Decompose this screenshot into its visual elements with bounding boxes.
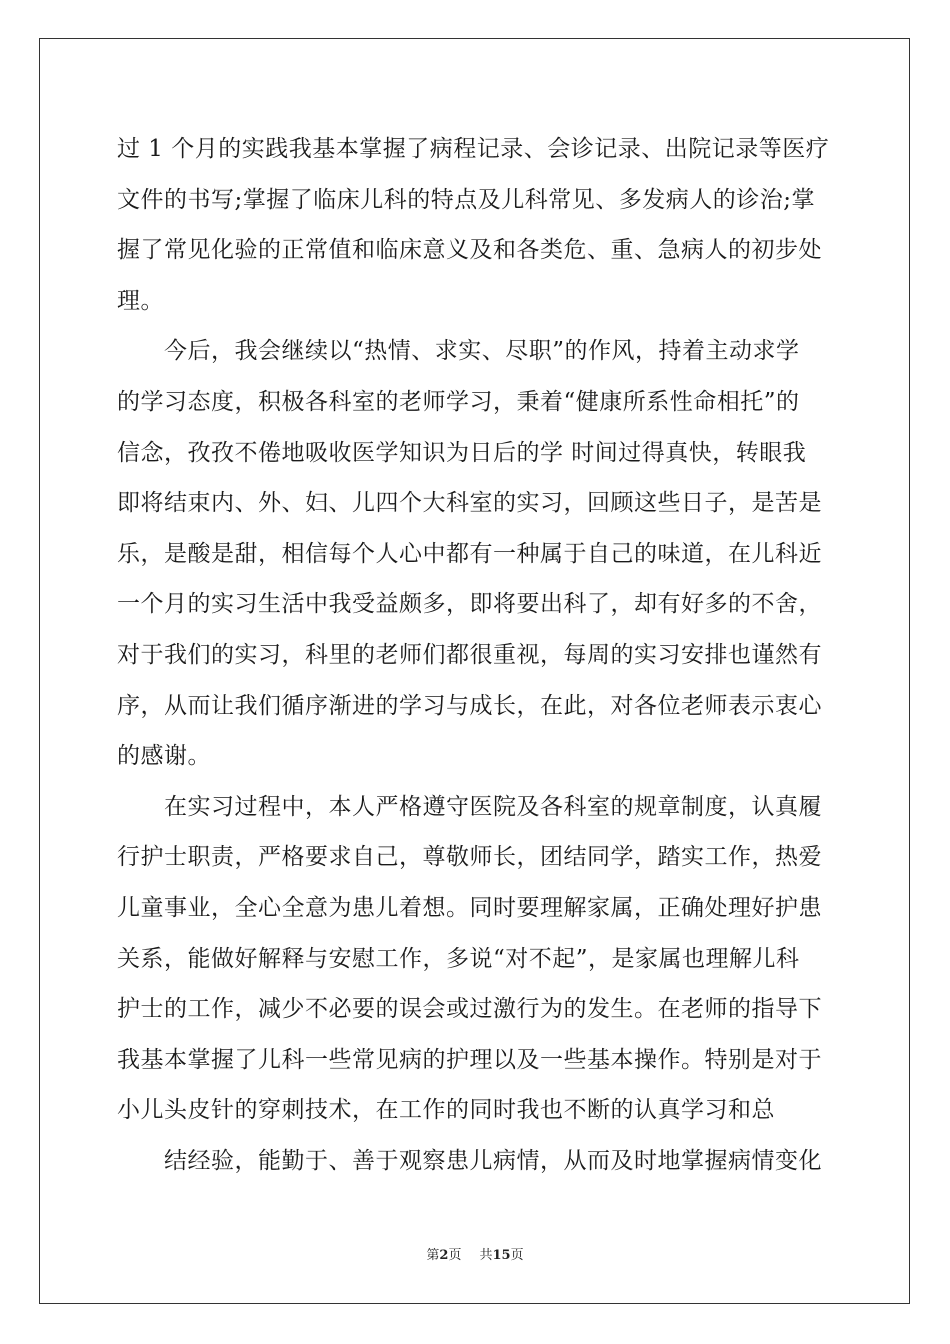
- text-line: 文件的书写;掌握了临床儿科的特点及儿科常见、多发病人的诊治;掌: [117, 186, 815, 213]
- text-line: 护士的工作，减少不必要的误会或过激行为的发生。在老师的指导下: [117, 996, 822, 1023]
- total-pages-suffix: 页: [510, 1248, 524, 1263]
- current-page-number: 2: [439, 1248, 449, 1263]
- text-line: 序，从而让我们循序渐进的学习与成长，在此，对各位老师表示衷心: [117, 692, 822, 719]
- text-line: 握了常见化验的正常值和临床意义及和各类危、重、急病人的初步处: [117, 237, 822, 264]
- text-line: 的学习态度，积极各科室的老师学习，秉着“健康所系性命相托”的: [117, 388, 800, 415]
- page-footer: [0, 1244, 950, 1263]
- total-pages-prefix: 共: [479, 1248, 493, 1263]
- document-body: [117, 124, 837, 1186]
- text-line: 在实习过程中，本人严格遵守医院及各科室的规章制度，认真履: [164, 793, 822, 820]
- text-line: 理。: [117, 287, 164, 314]
- text-line: 过 1 个月的实践我基本掌握了病程记录、会诊记录、出院记录等医疗: [117, 136, 830, 162]
- text-line: 行护士职责，严格要求自己，尊敬师长，团结同学，踏实工作，热爱: [117, 844, 822, 871]
- text-line: 对于我们的实习，科里的老师们都很重视，每周的实习安排也谨然有: [117, 641, 822, 668]
- text-line: 的感谢。: [117, 743, 211, 770]
- text-line: 关系，能做好解释与安慰工作，多说“对不起”，是家属也理解儿科: [117, 945, 800, 972]
- text-line: 即将结束内、外、妇、儿四个大科室的实习，回顾这些日子，是苦是: [117, 490, 822, 517]
- text-line: 小儿头皮针的穿刺技术，在工作的同时我也不断的认真学习和总: [117, 1097, 775, 1124]
- text-line: 乐，是酸是甜，相信每个人心中都有一种属于自己的味道，在儿科近: [117, 540, 822, 567]
- text-line: 我基本掌握了儿科一些常见病的护理以及一些基本操作。特别是对于: [117, 1046, 822, 1073]
- page-number-suffix: 页: [448, 1248, 462, 1263]
- text-line: 信念，孜孜不倦地吸收医学知识为日后的学 时间过得真快，转眼我: [117, 439, 807, 466]
- page-number-prefix: 第: [426, 1248, 440, 1263]
- text-line: 一个月的实习生活中我受益颇多，即将要出科了，却有好多的不舍，: [117, 591, 822, 618]
- text-line: 结经验，能勤于、善于观察患儿病情，从而及时地掌握病情变化: [164, 1147, 822, 1174]
- text-line: 儿童事业，全心全意为患儿着想。同时要理解家属，正确处理好护患: [117, 894, 822, 921]
- text-line: 今后，我会继续以“热情、求实、尽职”的作风，持着主动求学: [164, 338, 800, 365]
- total-page-count: 15: [492, 1248, 511, 1263]
